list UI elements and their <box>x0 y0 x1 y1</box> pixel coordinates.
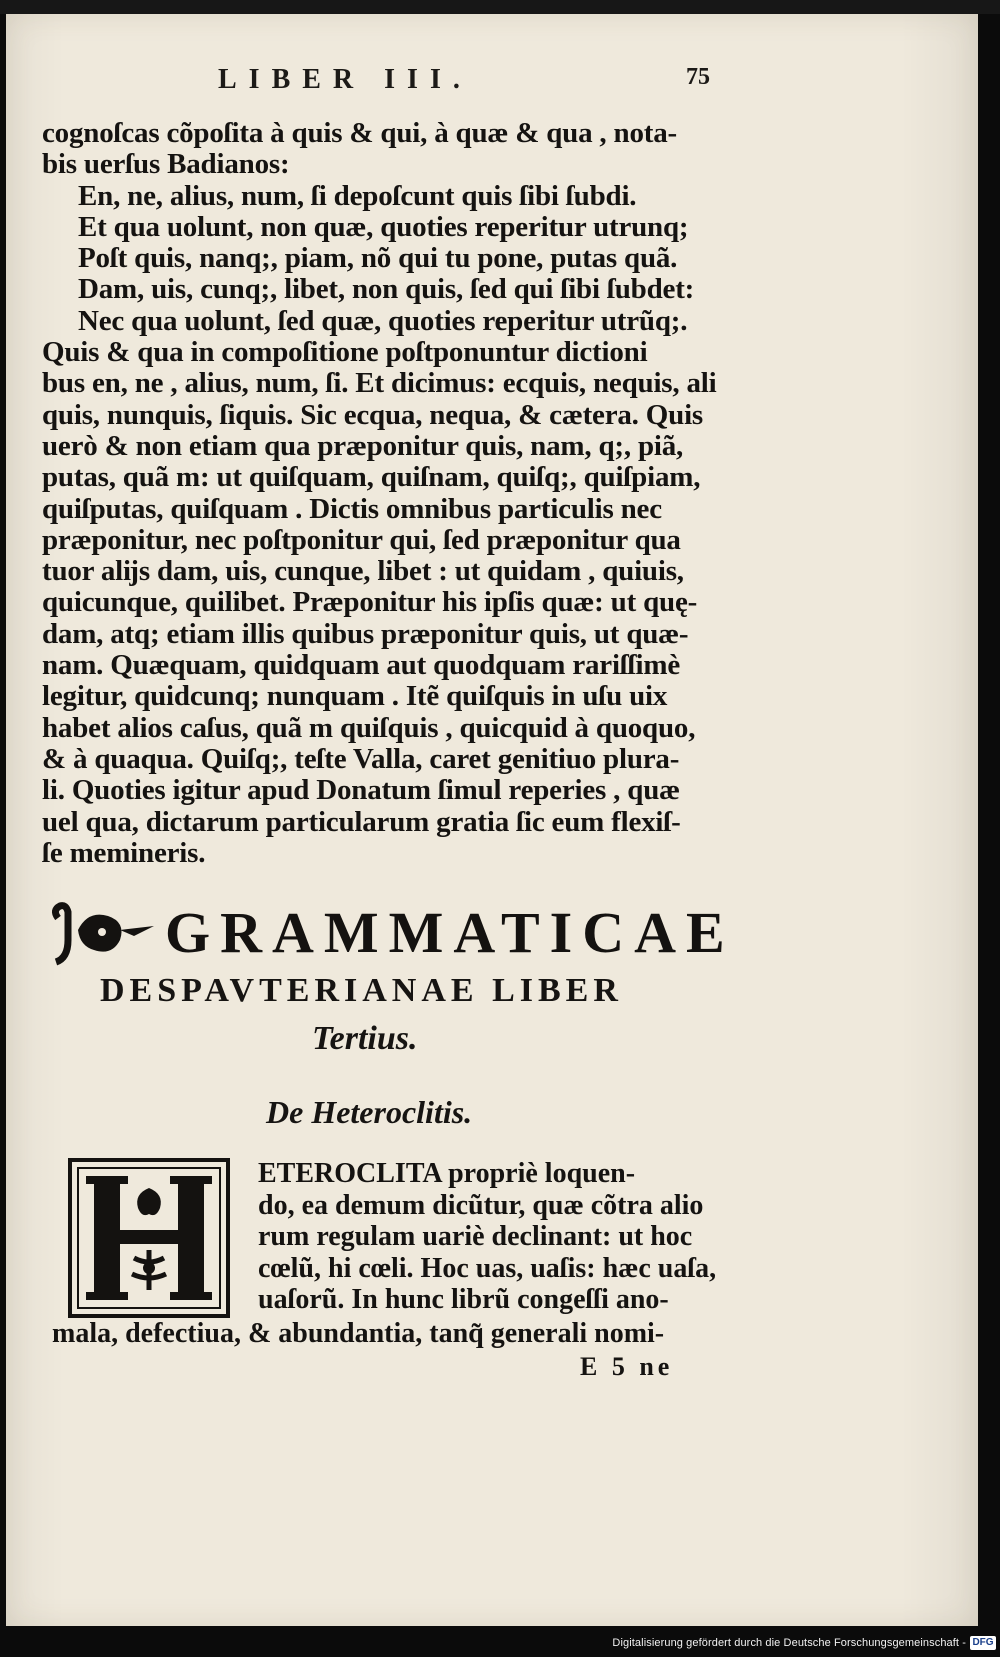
running-head <box>210 64 710 108</box>
text-line: uaſorũ. In hunc librũ congeſſi ano- <box>258 1284 669 1315</box>
text-line: præponitur, nec poſtponitur qui, ſed præponitur qua <box>42 524 681 556</box>
text-line: tuor alĳs dam, uis, cunque, libet : ut quidam , quiuis, <box>42 556 684 588</box>
verse-line: Et qua uolunt, non quæ, quoties reperitur utrunq; <box>78 211 689 243</box>
body-text <box>42 118 762 869</box>
text-line: bus en, ne , alius, num, ſi. Et dicimus: ecquis, nequis, ali <box>42 368 717 400</box>
text-line: cognoſcas cõpoſita à quis & qui, à quæ & qua , nota- <box>42 118 677 149</box>
headline-subtitle-2: Tertius. <box>312 1020 418 1057</box>
text-line: cœlũ, hi cœli. Hoc uas, uaſis: hæc uaſa, <box>258 1252 717 1284</box>
text-line: & à quaqua. Quiſq;, teſte Valla, caret genitiuo plura- <box>42 743 680 775</box>
text-line: uel qua, dictarum particularum gratia ſic eum flexiſ- <box>42 806 681 838</box>
verse-line: Poſt quis, nanq;, piam, nõ qui tu pone, putas quã. <box>78 243 678 275</box>
verse-line: Nec qua uolunt, ſed quæ, quoties reperitur utrũq;. <box>78 305 688 337</box>
text-line: ſe memineris. <box>42 837 206 869</box>
text-line: quicunque, quilibet. Præponitur his ipſis quæ: ut quę- <box>42 587 698 619</box>
book-headline <box>50 898 750 968</box>
text-line: habet alios caſus, quã m quiſquis , quicquid à quoquo, <box>42 712 696 744</box>
section-title: De Heteroclitis. <box>266 1094 473 1130</box>
text-line: ETEROCLITA propriè loquen- <box>258 1158 636 1189</box>
text-line: putas, quã m: ut quiſquam, quiſnam, quiſq;, quiſpiam, <box>42 462 701 494</box>
text-line: bis uerſus Badianos: <box>42 149 290 181</box>
decorated-initial <box>68 1158 230 1318</box>
text-line: do, ea demum dicũtur, quæ cõtra alio <box>258 1189 704 1221</box>
text-line: quis, nunquis, ſiquis. Sic ecqua, nequa, & cætera. Quis <box>42 399 704 431</box>
text-line: legitur, quidcunq; nunquam . Itẽ quiſquis in uſu uix <box>42 681 668 713</box>
initial-letter-ornament-icon <box>68 1158 230 1318</box>
fleuron-ornament-icon <box>50 900 160 970</box>
text-line: uerò & non etiam qua præponitur quis, nam, q;, piã, <box>42 430 684 462</box>
running-head-title: LIBER III. <box>218 64 472 95</box>
digitization-credit: Digitalisierung gefördert durch die Deutsche Forschungsgemeinschaft - <box>612 1637 966 1649</box>
headline-title: GRAMMATICAE <box>165 900 735 965</box>
scan-top-edge <box>0 0 1000 14</box>
dfg-logo-icon: DFG <box>970 1636 996 1650</box>
text-line: rum regulam uariè declinant: ut hoc <box>258 1221 693 1252</box>
verse-line: Dam, uis, cunq;, libet, non quis, ſed qui ſibi ſubdet: <box>78 274 695 306</box>
verse-line: En, ne, alius, num, ſi depoſcunt quis ſibi ſubdi. <box>78 180 637 212</box>
text-line: dam, atq; etiam illis quibus præponitur quis, ut quæ- <box>42 618 689 650</box>
page-number: 75 <box>686 64 710 90</box>
paragraph-text <box>258 1158 758 1316</box>
text-line: li. Quoties igitur apud Donatum ſimul reperies , quæ <box>42 775 680 807</box>
text-line: Quis & qua in compoſitione poſtponuntur dictioni <box>42 337 648 369</box>
headline-subtitle: DESPAVTERIANAE LIBER <box>100 972 623 1009</box>
text-line: quiſputas, quiſquam . Dictis omnibus particulis nec <box>42 493 662 525</box>
text-line-last: mala, defectiua, & abundantia, tanq̃ generali nomi- <box>52 1318 665 1349</box>
text-line: nam. Quæquam, quidquam aut quodquam rariſſimè <box>42 650 681 682</box>
signature-mark: E 5 ne <box>580 1352 674 1381</box>
